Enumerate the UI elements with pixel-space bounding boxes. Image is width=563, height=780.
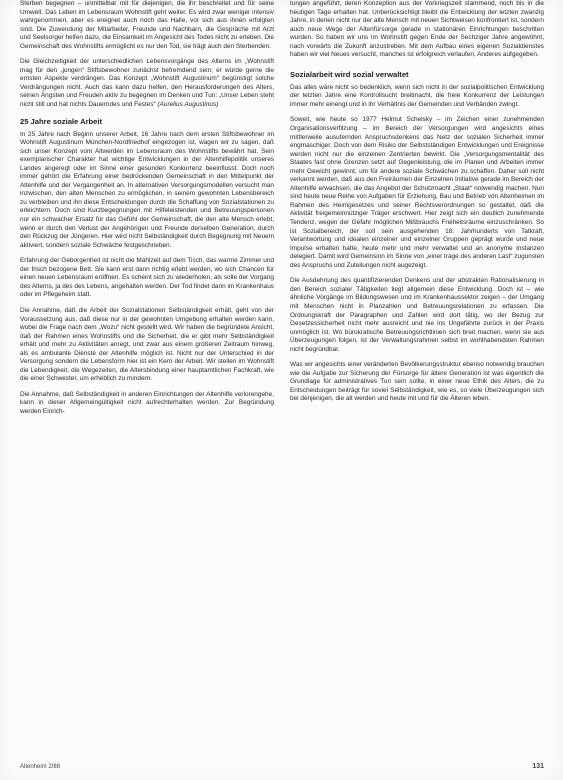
paragraph: Soweit, wie heute so 1977 Helmut Schelsky – im Zeichen einer zunehmenden Organisationsverfilzung – im Bereich der Versorgungen wird angesichts eines mittlerweile ausufernden Anspruchsdenkens das Netz der sozialen Sicherheit immer engmaschiger. Doch von dem Risiko der Selbstständigen Entwicklungen und Ereignisse werden nicht nur die einzelnen Zentrierten bewirkt. Die „Versorgungsmentalität des Staates fast ohne Grenzen setzt auf Gegenleistung, die im Planen und Arbeiten immer mehr Gewicht gewinnt, um für andere soziale Schwächen zu schaffen. Daher soll nicht verkannt werden, daß aus den Freiräumen der Einzelnen Initiative gerade im Bereich der Altenhilfe erwachsen, die das Angebot der Schutzmacht „Staat“ notwendig machen. Nun sind heute neue Reihe von Aufgaben für Erziehung, Bau und Betrieb von Altenheimen im Rahmen des Heimgesetzes und seiner Rechtsverordnungen so gestaltet, daß die Aktivität freigemeinnütziger Träger erschwert. Hier zeigt sich ein deutlich zunehmende Tendenz, wegen der Gefahr möglichen Mißbrauchs Freiheitsräume einzuschränken. So ist Sozialbereich, der soll sein ausgehenden 18. Jahrhunderts von Tatkraft, Verantwortung und idealen einzelner und einzelner Gruppen geprägt wurde und neue Impulse erhalten hatte, heute mehr und mehr verwaltet und an anonyme Instanzen delegiert. Damit wird Gemeinsinn im Sinne von „einer trage des anderen Last“ zugunsten des Anspruchs und Zuteilungen nicht augezeigt.	[290, 116, 544, 269]
page-number: 131	[532, 763, 544, 770]
section-heading: 25 Jahre soziale Arbeit	[20, 116, 103, 126]
footer-publication: Altenheim 2/88	[20, 764, 61, 770]
paragraph: Das alles wäre nicht so bedenklich, wenn sich nicht in der sozialpolitischen Entwicklung der letzten Jahre eine Kontrollsucht breitmacht, die freie Konkurrenz der Leistungen immer mehr einengt und in ihr Verhältnis der Gemeinden und Verbänden zwingt.	[290, 83, 544, 108]
paragraph: Was wir angesichts einer veränderten Bevölkerungsstruktur ebenso notwendig brauchen wie die Aufgabe zur Sicherung der Fürsorge für ältere Generation ist was eigentlich die Grundlage für administratives Tun sein sollte, in einer neue Ethik des Alters, die zu Entscheidungen beiträgt für soviel Selbständigkeit, wie es, so viele Überzeugungen sich bei denjenigen, die alt werden und heute mit und für die Älteren leben.	[290, 361, 544, 403]
right-column	[290, 0, 544, 411]
paragraph: In 25 Jahre nach Beginn unserer Arbeit, 16 Jahre nach dem ersten Stiftsbewohner im Wohnstift Augustinum München-Nordfriedhof eingezogen ist, wagen wir zu sagen, daß sich unser Konzept vom Altwerden im Lebensraum des Wohnstifts bewährt hat. Sein exemplarischer Charakter hat wichtige Entwicklungen in der Altenhilfepolitik unseres Landes angeregt oder im Sinne einer gesunden Konkurrenz beeinflusst. Doch noch immer gehört die Erfahrung einer bedrückenden Gemeinschaft in den Mittelpunkt der Altenhilfe und der Vergangenheit an. In alternativen Versorgungsmodellen versucht man inzwischen, den alten Menschen zu ermöglichen, in seinem gewohnten Lebensbereich zu verbleiben und ihn diese Entscheidungen durch die Schaffung von Sozialstationen zu erleichtern. Doch sind Kurzbegegnungen mit Hilfeleistenden und Betreuungspersonen nur ein schwacher Ersatz für das Gefühl der Gemeinschaft, die den alte Mensch erlebt, wenn er durch den Verlust der Angehörigen und Freunde derselben Generation, durch den Rückzug der Jüngeren. Hier wird nicht Selbständigkeit durch Begegnung mit Neuem aktiviert, sondern soziale Schwäche festgeschrieben.	[20, 130, 274, 249]
paragraph: Die Ausdehnung des quantifizierenden Denkens und der abstrakten Rationalisierung in den Bereich sozialer Tätigkeiten liegt allgemein diese Entwicklung. Doch ist – wie ähnliche Vorgänge im Bildungswesen und im Krankenhaussektor zeigen – der Umgang mit Menschen nicht in Planzahlen und Betreuungsrelationen zu erfassen. Die Ordnungskraft der Paragraphen und Zahlen wird dort tätig, wo der Bezug zur Gesetzessicherheit nicht mehr ausreicht und nie ins Ungefährte zurück in der Praxis unmöglich ist. Wo bürokratische Betreuungsrichtlinien sich breit machen, wenn sie aus Überzeugungen folgen, ist der Verwaltungsrahmen selbst im wohlhabendsten Rahmen nicht begründbar.	[290, 277, 544, 353]
left-column	[20, 0, 274, 424]
paragraph	[20, 58, 274, 109]
paragraph: Die Annahme, daß die Arbeit der Sozialstationen Selbständigkeit erhält, geht von der Voraussetzung aus, daß diese nur in der gewohnten Umgebung erhalten werden kann, wobei die Frage nach dem „Wozu“ nicht gestellt wird. Wir haben die begründete Ansicht, daß der Rahmen eines Wohnstifts und die Sicherheit, die er gibt mehr Selbständigkeit erhält und mehr zu Aktivitäten anregt, und zwar aus einem größeren Zeitraum hinweg, als es ambulante Dienste der Altenhilfe möglich ist. Nicht nur der Unterschied in der Versorgung sondern die Lebensform hier ist ein Kern der Arbeit. Wir stellen im Wohnstift die Lebendigkeit, die Wegezeiten, die Altersbindung einer hauptamtlichen Fachkraft, wie die einer Schwester, um erheblich zu mindern.	[20, 306, 274, 383]
section-heading: Sozialarbeit wird sozial verwaltet	[290, 69, 409, 79]
paragraph: Erfahrung der Geborgenheit ist nicht die Mahlzeit auf dem Tisch, das warme Zimmer und der frisch bezogene Bett. Sie kann erst dann richtig erlebt werden, wo sich Chancen für einen neuen Lebensraum eröffnen. Es scheint sich zu wiederholen, als solle der Vorgang des Alterns, ja des des Lebens, angehalten werden. Der Tod findet dann im Krankenhaus oder im Pflegeheim statt.	[20, 257, 274, 299]
paragraph: tungen angeführt, deren Konzeption aus der Vorkriegszeit stammend, noch bis in die heutigen Tage erhalten hat. Unberücksichtigt bleibt die Entwicklung der letzten zwanzig Jahre, in denen nicht nur der alte Mensch mit neuen Sichtweisen konfrontiert ist, sondern auch neue Wege der Altenfürsorge gerade in stationären Einrichtungen beschritten wurden. So haben wir uns im Wohnstift gegen Ende der Sechziger Jahre angewöhnt, nach vorwärts die Zukunft anzustreben. Mit dem Aufbau eines eigenen Sozialdienstes haben wir viel Neues versucht, manches ist erfolgreich verlaufen, Anderes aufgegeben.	[290, 0, 544, 59]
paragraph-text: Die Gleichzeitigkeit der unterschiedlichen Lebensvorgänge des Alterns im „Wohnstift mag für den „jungen“ Stiftsbewohner zunächst befremdend sein; er würde gerne die ernsten Aspekte verdrängen. Das Konzept „Wohnstift Augustinum“ begünstigt solche Verdrängungen nicht. Auch das kann dazu helfen, den Herausforderungen des Alters, seinen Ängsten und Freuden aktiv zu begegnen im Denken und Tun: „Unser Leben steht nicht still und hat nichts Dauerndes und Festes“	[20, 58, 274, 109]
paragraph: Sterben begegnen – unmittelbar mit für diejenigen, die ihr beschreitet und für seine Umwelt. Das Leben im Lebensraum Wohnstift geht weiter. Es wird zwar weniger intensiv wahrgenommen, aber es ereignet auch noch das Halle, vor sich aus ihnen erfolgten sind. Die Zuwendung der Mitarbeiter, Freunde und Nachbarn, die Gespräche mit Arzt und Seelsorger helfen dazu, die Einsamkeit im Angesicht des Todes nicht zu erleben. Die Gemeinschaft des Wohnstifts ermöglicht es nur den Tod, sie trägt auch den Sterbenden.	[20, 0, 274, 50]
paragraph: Die Annahme, daß Selbständigkeit in anderen Einrichtungen der Altenhilfe verlorengehe, kann in dieser Allgemeingültigkeit nicht aufrechterhalten werden. Zur Begründung werden Einrich-	[20, 390, 274, 415]
quote-author: (Aurelius Augustinus)	[157, 101, 219, 109]
